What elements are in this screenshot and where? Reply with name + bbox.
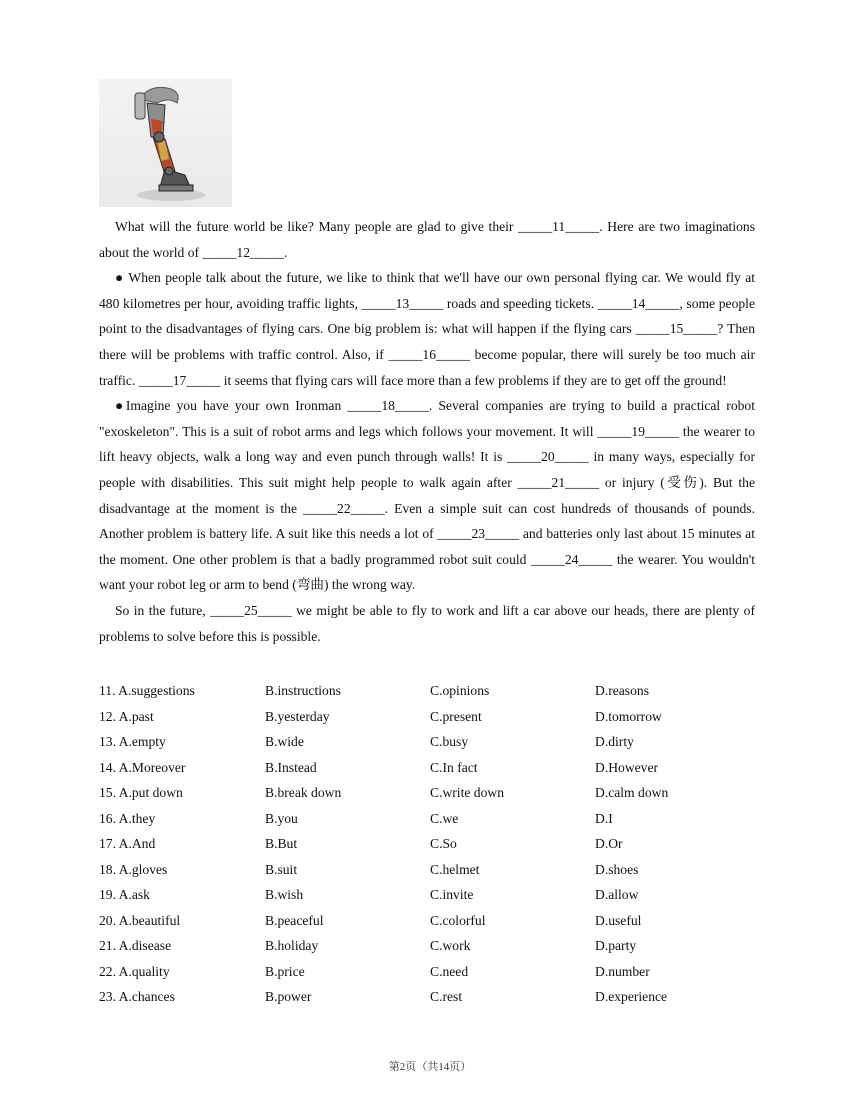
option-c: C.need bbox=[430, 963, 469, 979]
option-b: B.peaceful bbox=[265, 912, 324, 928]
option-a: 15. A.put down bbox=[99, 785, 183, 800]
option-c: C.rest bbox=[430, 989, 463, 1004]
option-d: D.calm down bbox=[595, 785, 669, 800]
option-c: C.we bbox=[430, 810, 459, 826]
option-d: D.However bbox=[595, 759, 659, 775]
option-d: D.useful bbox=[595, 912, 642, 928]
option-b: B.suit bbox=[265, 861, 298, 877]
option-b: B.price bbox=[265, 963, 305, 979]
option-b: B.wish bbox=[265, 887, 304, 902]
option-b: B.instructions bbox=[265, 683, 341, 698]
option-c: C.write down bbox=[430, 785, 505, 800]
option-d: D.shoes bbox=[595, 861, 639, 877]
option-row bbox=[99, 984, 755, 1010]
option-c: C.helmet bbox=[430, 861, 480, 877]
option-c: C.In fact bbox=[430, 759, 478, 775]
option-a: 19. A.ask bbox=[99, 887, 150, 902]
option-a: 17. A.And bbox=[99, 836, 156, 851]
option-b: B.wide bbox=[265, 734, 304, 749]
option-c: C.busy bbox=[430, 734, 469, 749]
option-row bbox=[99, 908, 755, 934]
option-row bbox=[99, 882, 755, 908]
option-a: 16. A.they bbox=[99, 810, 156, 826]
option-b: B.Instead bbox=[265, 759, 317, 775]
option-row bbox=[99, 857, 755, 883]
passage-paragraph-intro: What will the future world be like? Many people are glad to give their _____11_____. Here are two imaginations about the world of _____12_____. bbox=[99, 219, 755, 260]
option-c: C.colorful bbox=[430, 912, 486, 928]
option-c: C.opinions bbox=[430, 683, 490, 698]
option-row bbox=[99, 831, 755, 857]
option-d: D.Or bbox=[595, 836, 623, 851]
page-footer: 第2页（共14页） bbox=[388, 1061, 472, 1073]
option-d: D.number bbox=[595, 963, 650, 979]
option-b: B.you bbox=[265, 810, 298, 826]
option-d: D.tomorrow bbox=[595, 708, 662, 724]
option-row bbox=[99, 959, 755, 985]
option-row bbox=[99, 678, 755, 704]
option-b: B.yesterday bbox=[265, 708, 330, 724]
option-a: 21. A.disease bbox=[99, 938, 172, 953]
passage-paragraph-flying-car: ● When people talk about the future, we like to think that we'll have our own personal flying car. We would fly at 480 kilometres per hour, avoiding traffic lights, _____13_____ roads and speeding tickets. _____14_____, some people point to the disadvantages of flying cars. One big problem is: what will happen if the flying cars _____15_____? Then there will be problems with traffic control. Also, if _____16_____ become popular, there will surely be too much air traffic. _____17_____ it seems that flying cars will face more than a few problems if they are to get off the ground! bbox=[99, 270, 755, 388]
option-a: 14. A.Moreover bbox=[99, 759, 186, 775]
option-row bbox=[99, 729, 755, 755]
option-d: D.I bbox=[595, 810, 613, 826]
option-a: 12. A.past bbox=[99, 708, 154, 724]
option-row bbox=[99, 933, 755, 959]
option-row bbox=[99, 780, 755, 806]
option-d: D.experience bbox=[595, 989, 668, 1004]
option-d: D.dirty bbox=[595, 734, 634, 749]
option-b: B.break down bbox=[265, 785, 342, 800]
passage-paragraph-conclusion: So in the future, _____25_____ we might be able to fly to work and lift a car above our heads, there are plenty of problems to solve before this is possible. bbox=[99, 602, 755, 644]
option-d: D.allow bbox=[595, 887, 639, 902]
option-row bbox=[99, 704, 755, 730]
option-c: C.invite bbox=[430, 887, 474, 902]
option-b: B.But bbox=[265, 836, 298, 851]
option-a: 20. A.beautiful bbox=[99, 912, 181, 928]
option-c: C.work bbox=[430, 938, 471, 953]
option-a: 13. A.empty bbox=[99, 734, 166, 749]
robot-exoskeleton-image bbox=[99, 79, 232, 207]
option-d: D.reasons bbox=[595, 683, 649, 698]
option-a: 11. A.suggestions bbox=[99, 683, 195, 698]
option-row bbox=[99, 806, 755, 832]
option-a: 18. A.gloves bbox=[99, 861, 168, 877]
option-d: D.party bbox=[595, 938, 637, 953]
option-row bbox=[99, 755, 755, 781]
options-list bbox=[99, 678, 755, 1010]
passage-paragraph-exoskeleton: ●Imagine you have your own Ironman _____18_____. Several companies are trying to build a practical robot "exoskeleton". This is a suit of robot arms and legs which follows your movement. It will _____19_____ the wearer to lift heavy objects, walk a long way and even punch through walls! It is _____20_____ in many ways, especially for people with disabilities. This suit might help people to walk again after _____21_____ or injury (受伤). But the disadvantage at the moment is the _____22_____. Even a simple suit can cost hundreds of thousands of pounds. Another problem is battery life. A suit like this needs a lot of _____23_____ and batteries only last about 15 minutes at the moment. One other problem is that a badly programmed robot suit could _____24_____ the wearer. You wouldn't want your robot leg or arm to bend (弯曲) the wrong way. bbox=[99, 398, 755, 593]
option-c: C.present bbox=[430, 708, 482, 724]
option-a: 23. A.chances bbox=[99, 989, 175, 1004]
option-b: B.holiday bbox=[265, 938, 319, 953]
passage bbox=[99, 214, 755, 649]
option-b: B.power bbox=[265, 989, 312, 1004]
option-c: C.So bbox=[430, 836, 457, 851]
option-a: 22. A.quality bbox=[99, 963, 170, 979]
